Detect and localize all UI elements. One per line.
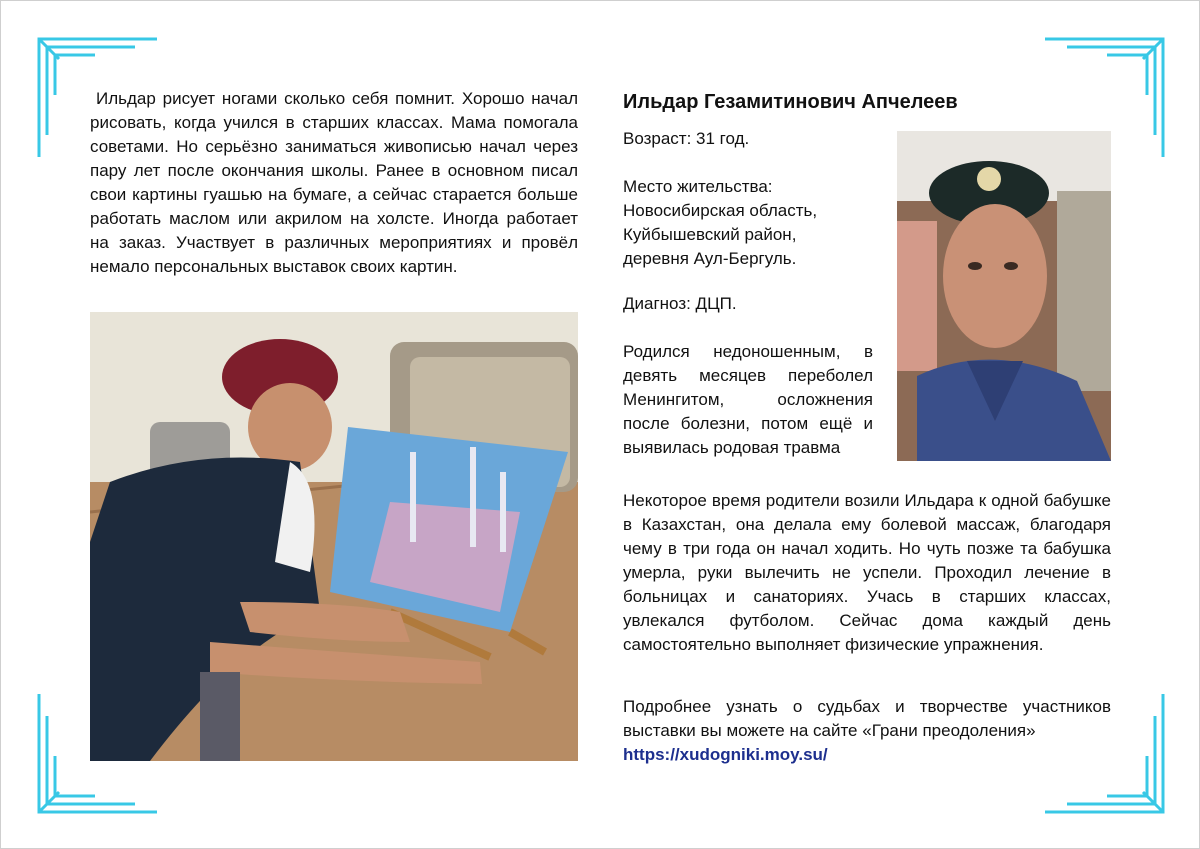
portrait-photo bbox=[897, 131, 1111, 461]
residence-label: Место жительства: bbox=[623, 177, 773, 196]
age-line: Возраст: 31 год. bbox=[623, 129, 750, 148]
website-link[interactable]: https://xudogniki.moy.su/ bbox=[623, 745, 828, 764]
story-paragraph: Некоторое время родители возили Ильдара к одной бабушке в Казахстан, она делала ему болевой массаж, благодаря чему в три года он начал ходить. Но чуть позже та бабушка умерла, руки вылечить не успели. Проходил лечение в больницах и санаториях. Учась в старших классах, увлекался футболом. Сейчас дома каждый день самостоятельно выполняет физические упражнения. bbox=[623, 491, 1111, 654]
more-info-text: Подробнее узнать о судьбах и творчестве участников выставки вы можете на сайте «Грани преодоления» bbox=[623, 697, 1111, 740]
residence-line-district: Куйбышевский район, bbox=[623, 225, 797, 244]
diagnosis-line: Диагноз: ДЦП. bbox=[623, 294, 737, 313]
residence-line-region: Новосибирская область, bbox=[623, 201, 818, 220]
person-name: Ильдар Гезамитинович Апчелеев bbox=[623, 91, 958, 113]
residence-block bbox=[623, 175, 883, 271]
intro-paragraph: Ильдар рисует ногами сколько себя помнит. Хорошо начал рисовать, когда учился в старших классах. Мама помогала советами. Но серьёзно заниматься живописью начал через пару лет после окончания школы. Ранее в основном писал свои картины гуашью на бумаге, а сейчас старается больше работать маслом или акрилом на холсте. Иногда работает на заказ. Участвует в различных мероприятиях и провёл немало персональных выставок своих картин. bbox=[90, 89, 578, 276]
artist-painting-photo bbox=[90, 312, 578, 761]
birth-story-paragraph: Родился недоношенным, в девять месяцев переболел Менингитом, осложнения после болезни, потом ещё и выявилась родовая травма bbox=[623, 342, 873, 457]
more-info-paragraph bbox=[623, 695, 1111, 767]
residence-line-village: деревня Аул-Бергуль. bbox=[623, 249, 797, 268]
